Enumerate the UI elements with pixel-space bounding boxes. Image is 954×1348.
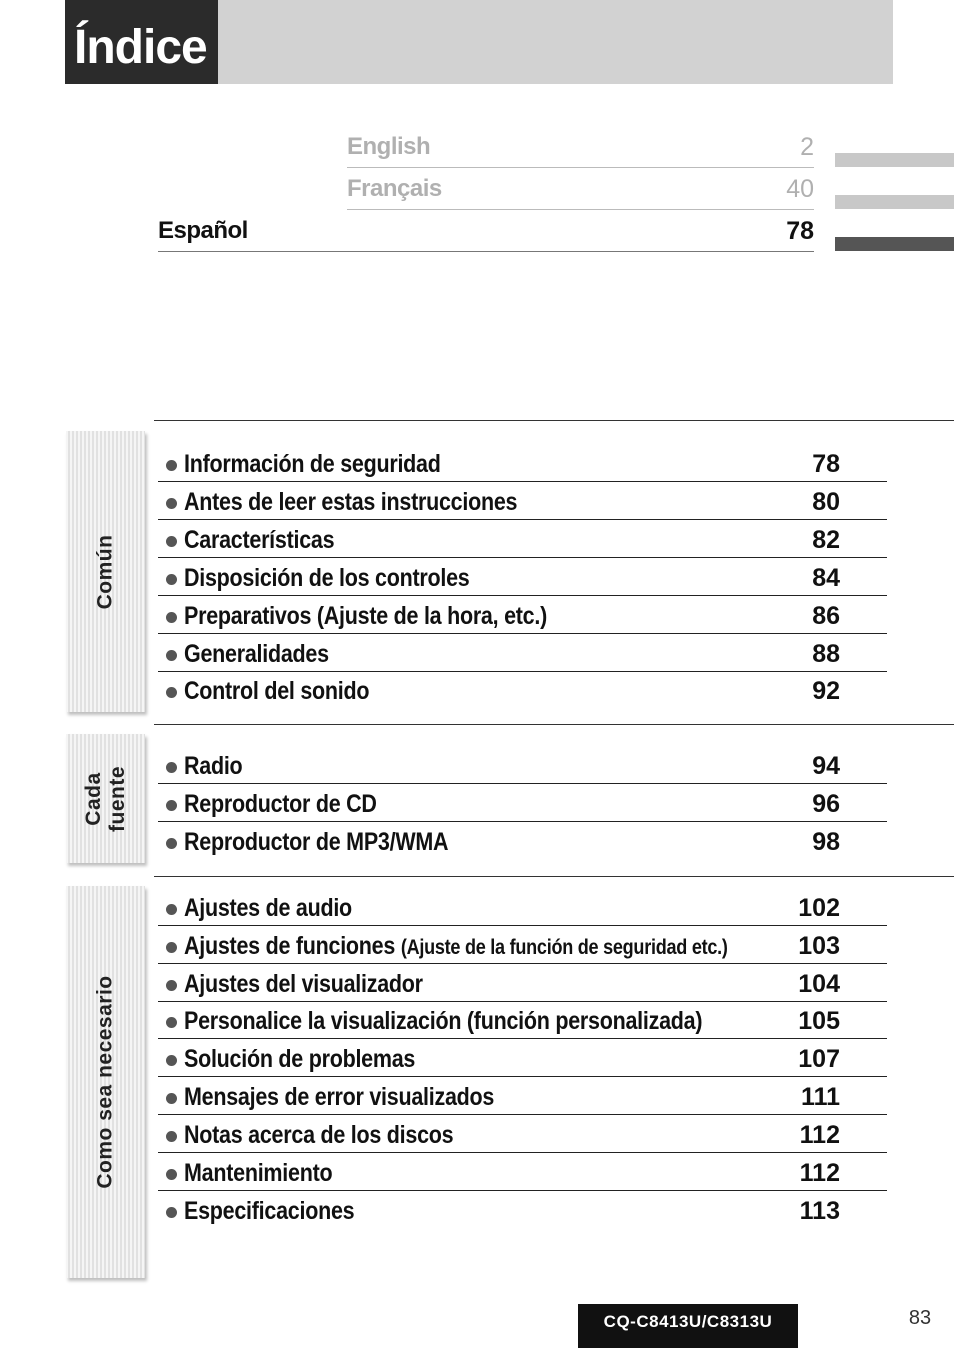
toc-item-title-main: Ajustes de funciones bbox=[184, 932, 396, 960]
bullet-icon bbox=[166, 650, 177, 661]
toc-item-title: Radio bbox=[184, 752, 243, 780]
toc-item-title: Antes de leer estas instrucciones bbox=[184, 488, 518, 516]
toc-item-page: 113 bbox=[799, 1197, 840, 1225]
bullet-icon bbox=[166, 687, 177, 698]
toc-item-title: Especificaciones bbox=[184, 1197, 355, 1225]
toc-item[interactable] bbox=[158, 596, 887, 634]
bullet-icon bbox=[166, 498, 177, 509]
toc-item[interactable] bbox=[158, 482, 887, 520]
language-tab-spanish bbox=[835, 237, 954, 251]
toc-item-page: 96 bbox=[812, 790, 840, 818]
toc-item-title: Información de seguridad bbox=[184, 450, 441, 478]
toc-item[interactable] bbox=[158, 926, 887, 964]
toc-item[interactable] bbox=[158, 964, 887, 1002]
bullet-icon bbox=[166, 1055, 177, 1066]
bullet-icon bbox=[166, 1169, 177, 1180]
toc-item[interactable] bbox=[158, 671, 887, 709]
toc-item[interactable] bbox=[158, 1115, 887, 1153]
bullet-icon bbox=[166, 942, 177, 953]
language-page: 40 bbox=[786, 175, 814, 203]
section-label: Como sea necesario bbox=[93, 975, 117, 1189]
toc-item-title bbox=[184, 926, 728, 968]
bullet-icon bbox=[166, 1131, 177, 1142]
toc-item-note: (Ajuste de la función de seguridad etc.) bbox=[400, 936, 728, 959]
toc-item-page: 86 bbox=[812, 602, 840, 630]
toc-item-page: 88 bbox=[812, 640, 840, 668]
toc-item-title: Personalice la visualización (función personalizada) bbox=[184, 1007, 703, 1035]
divider bbox=[347, 209, 814, 210]
bullet-icon bbox=[166, 1093, 177, 1104]
toc-item-title: Reproductor de CD bbox=[184, 790, 377, 818]
toc-item[interactable] bbox=[158, 822, 887, 860]
toc-item-title: Disposición de los controles bbox=[184, 564, 470, 592]
section-tab-como-sea-necesario bbox=[66, 886, 145, 1278]
bullet-icon bbox=[166, 1017, 177, 1028]
toc-item-page: 80 bbox=[812, 488, 840, 516]
toc-item-page: 105 bbox=[798, 1007, 840, 1035]
language-english[interactable] bbox=[347, 133, 814, 168]
section-divider bbox=[154, 724, 954, 725]
toc-item-page: 92 bbox=[812, 677, 840, 705]
toc-item-page: 111 bbox=[801, 1083, 840, 1111]
language-page: 78 bbox=[786, 217, 814, 245]
divider bbox=[158, 251, 814, 252]
toc-item[interactable] bbox=[158, 1039, 887, 1077]
toc-item-page: 98 bbox=[812, 828, 840, 856]
toc-item[interactable] bbox=[158, 1153, 887, 1191]
toc-item[interactable] bbox=[158, 634, 887, 672]
language-name: English bbox=[347, 133, 431, 160]
language-name: Français bbox=[347, 175, 442, 202]
toc-item[interactable] bbox=[158, 1191, 887, 1229]
toc-item-title: Mantenimiento bbox=[184, 1159, 333, 1187]
bullet-icon bbox=[166, 460, 177, 471]
toc-item-page: 94 bbox=[812, 752, 840, 780]
page-number: 83 bbox=[908, 1307, 932, 1329]
bullet-icon bbox=[166, 574, 177, 585]
section-divider bbox=[154, 420, 954, 421]
toc-item[interactable] bbox=[158, 746, 887, 784]
language-page: 2 bbox=[800, 133, 814, 161]
toc-item-page: 82 bbox=[812, 526, 840, 554]
language-french[interactable] bbox=[347, 175, 814, 210]
toc-item-page: 102 bbox=[798, 894, 840, 922]
toc-item-title: Solución de problemas bbox=[184, 1045, 416, 1073]
bullet-icon bbox=[166, 536, 177, 547]
toc-item-page: 78 bbox=[812, 450, 840, 478]
language-tab-english bbox=[835, 153, 954, 167]
toc-item-title: Control del sonido bbox=[184, 677, 370, 705]
toc-item-page: 104 bbox=[798, 970, 840, 998]
toc-item[interactable] bbox=[158, 444, 887, 482]
section-tab-cada-fuente bbox=[66, 734, 145, 863]
section-label: Cada fuente bbox=[81, 765, 129, 832]
language-spanish[interactable] bbox=[158, 217, 814, 252]
section-tab-comun bbox=[66, 431, 145, 712]
toc-item[interactable] bbox=[158, 520, 887, 558]
toc-item-title: Notas acerca de los discos bbox=[184, 1121, 454, 1149]
bullet-icon bbox=[166, 800, 177, 811]
bullet-icon bbox=[166, 1207, 177, 1218]
bullet-icon bbox=[166, 762, 177, 773]
bullet-icon bbox=[166, 612, 177, 623]
section-label: Común bbox=[93, 534, 117, 609]
toc-item[interactable] bbox=[158, 1077, 887, 1115]
toc-item-page: 84 bbox=[812, 564, 840, 592]
bullet-icon bbox=[166, 980, 177, 991]
section-divider bbox=[154, 876, 954, 877]
toc-item-page: 103 bbox=[798, 932, 840, 960]
toc-item[interactable] bbox=[158, 1001, 887, 1039]
toc-item-title: Generalidades bbox=[184, 640, 329, 668]
divider bbox=[347, 167, 814, 168]
model-number-badge: CQ-C8413U/C8313U bbox=[578, 1304, 798, 1348]
language-name: Español bbox=[158, 217, 248, 244]
toc-item-title: Preparativos (Ajuste de la hora, etc.) bbox=[184, 602, 547, 630]
bullet-icon bbox=[166, 838, 177, 849]
toc-item-page: 107 bbox=[798, 1045, 840, 1073]
toc-item-title: Mensajes de error visualizados bbox=[184, 1083, 495, 1111]
page-title: Índice bbox=[65, 0, 218, 84]
toc-item[interactable] bbox=[158, 888, 887, 926]
toc-item[interactable] bbox=[158, 784, 887, 822]
toc-item[interactable] bbox=[158, 558, 887, 596]
bullet-icon bbox=[166, 904, 177, 915]
toc-item-page: 112 bbox=[799, 1121, 840, 1149]
toc-item-title: Ajustes de audio bbox=[184, 894, 352, 922]
toc-item-page: 112 bbox=[799, 1159, 840, 1187]
toc-item-title: Reproductor de MP3/WMA bbox=[184, 828, 449, 856]
language-tab-french bbox=[835, 195, 954, 209]
toc-item-title: Características bbox=[184, 526, 335, 554]
toc-item-title: Ajustes del visualizador bbox=[184, 970, 423, 998]
